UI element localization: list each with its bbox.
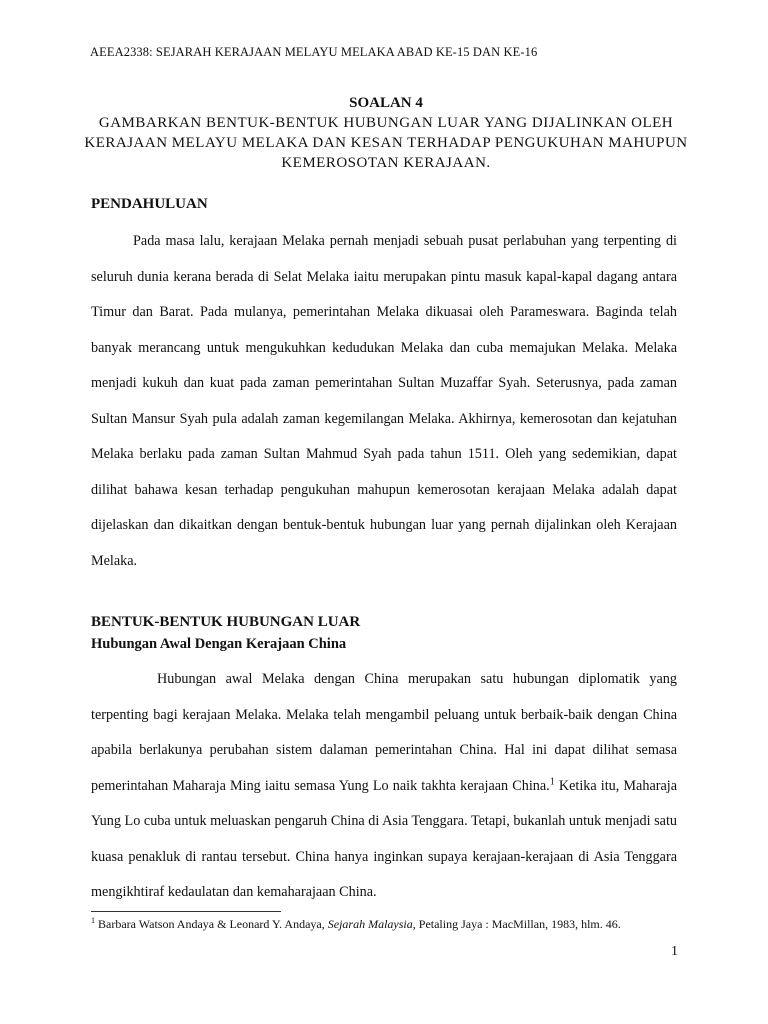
question-line-2: KERAJAAN MELAYU MELAKA DAN KESAN TERHADAP PENGUKUHAN MAHUPUN (84, 135, 688, 151)
running-header: AEEA2338: SEJARAH KERAJAAN MELAYU MELAKA ABAD KE-15 DAN KE-16 (90, 45, 538, 59)
footnote-reference[interactable]: 1 (549, 775, 555, 787)
footnote-number: 1 (91, 916, 95, 925)
footnote-book-title: Sejarah Malaysia (327, 917, 413, 931)
footnote (91, 916, 621, 932)
section-heading: BENTUK-BENTUK HUBUNGAN LUAR (91, 614, 361, 630)
footnote-publication: , Petaling Jaya : MacMillan, 1983, hlm. 46. (412, 917, 621, 931)
body-paragraph-part-2: Ketika itu, Maharaja Yung Lo cuba untuk meluaskan pengaruh China di Asia Tenggara. Tetapi, bukanlah untuk menjadi satu kuasa penakluk di rantau tersebut. China hanya inginkan supaya kerajaan-kerajaan di Asia Tenggara mengikhtiraf kedaulatan dan kemaharajaan China. (91, 777, 677, 900)
question-title-block (80, 93, 692, 173)
intro-heading: PENDAHULUAN (91, 196, 208, 212)
question-number: SOALAN 4 (349, 95, 423, 111)
body-paragraph-part-1: Hubungan awal Melaka dengan China merupakan satu hubungan diplomatik yang terpenting bagi kerajaan Melaka. Melaka telah mengambil peluang untuk berbaik-baik dengan China apabila berlakunya perubahan sistem dalaman pemerintahan China. Hal ini dapat dilihat semasa pemerintahan Maharaja Ming iaitu semasa Yung Lo naik takhta kerajaan China. (91, 671, 677, 794)
intro-paragraph: Pada masa lalu, kerajaan Melaka pernah menjadi sebuah pusat perlabuhan yang terpenting di seluruh dunia kerana berada di Selat Melaka iaitu merupakan pintu masuk kapal-kapal dagang antara Timur dan Barat. Pada mulanya, pemerintahan Melaka dikuasai oleh Parameswara. Baginda telah banyak merancang untuk mengukuhkan kedudukan Melaka dan cuba memajukan Melaka. Melaka menjadi kukuh dan kuat pada zaman pemerintahan Sultan Muzaffar Syah. Seterusnya, pada zaman Sultan Mansur Syah pula adalah zaman kegemilangan Melaka. Akhirnya, kemerosotan dan kejatuhan Melaka berlaku pada zaman Sultan Mahmud Syah pada tahun 1511. Oleh yang sedemikian, dapat dilihat bahawa kesan terhadap pengukuhan mahupun kemerosotan kerajaan Melaka adalah dapat dijelaskan dan dikaitkan dengan bentuk-bentuk hubungan luar yang pernah dijalinkan oleh Kerajaan Melaka. (91, 233, 677, 569)
footnote-divider (91, 911, 281, 912)
body-paragraph (91, 662, 677, 911)
footnote-authors: Barbara Watson Andaya & Leonard Y. Andaya, (95, 917, 328, 931)
question-line-1: GAMBARKAN BENTUK-BENTUK HUBUNGAN LUAR YANG DIJALINKAN OLEH (98, 115, 674, 131)
question-line-3: KEMEROSOTAN KERAJAAN. (281, 155, 491, 171)
page-number: 1 (671, 944, 678, 959)
section-subheading: Hubungan Awal Dengan Kerajaan China (91, 636, 347, 652)
